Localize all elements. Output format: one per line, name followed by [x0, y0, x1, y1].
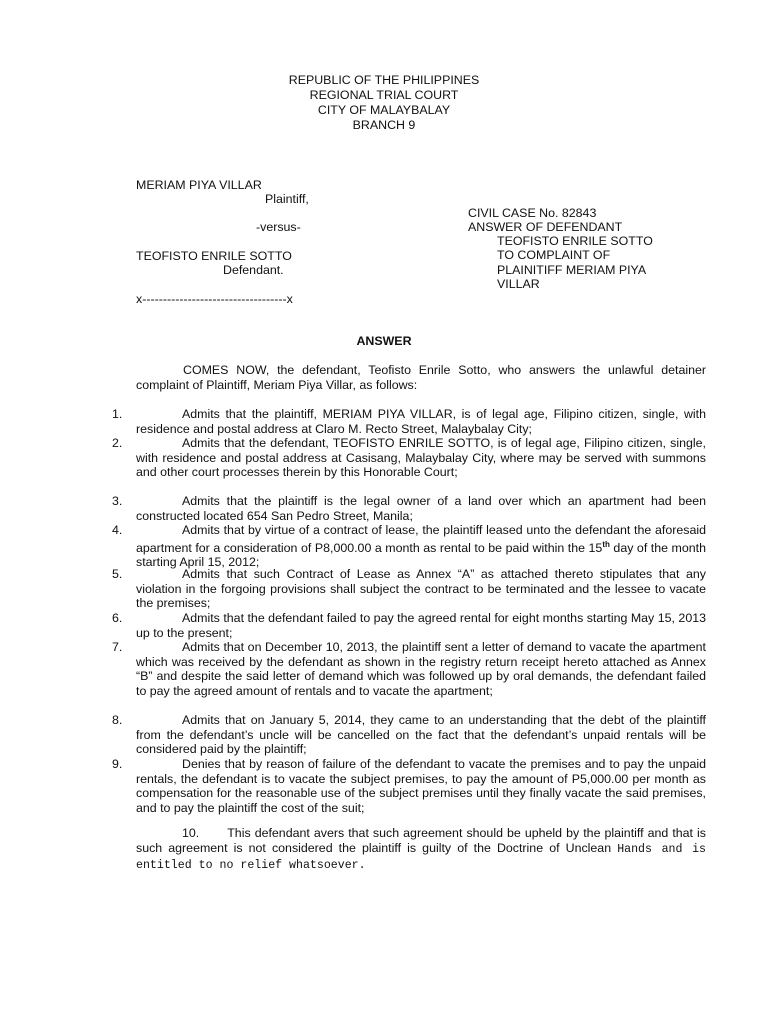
item-text-2: Admits that the defendant, TEOFISTO ENRILE SOTTO, is of legal age, Filipino citizen, single, with residence and postal address at Casisang, Malaybalay City, where may be served with summons and other court processes therein by this Honorable Court;: [136, 436, 706, 480]
versus-label: -versus-: [256, 220, 301, 234]
item-text-10: This defendant avers that such agreement should be upheld by the plaintiff and that is such agreement is not considered the plaintiff is guilty of the Doctrine of Unclean: [136, 826, 706, 855]
item-body-2: [136, 436, 706, 480]
item-text-4-sup: th: [602, 539, 610, 549]
case-title-line5: VILLAR: [497, 277, 540, 291]
item-number-3: 3.: [112, 494, 123, 508]
item-number-5: 5.: [112, 567, 123, 581]
item-body-10: [136, 826, 706, 874]
item-body-3: [136, 494, 706, 523]
plaintiff-role: Plaintiff,: [265, 192, 309, 206]
item-number-7: 7.: [112, 640, 123, 654]
item-body-4: [136, 523, 706, 570]
item-number-10: 10.: [182, 826, 200, 840]
item-number-6: 6.: [112, 611, 123, 625]
plaintiff-name: MERIAM PIYA VILLAR: [136, 178, 262, 192]
case-title-line1: ANSWER OF DEFENDANT: [468, 220, 623, 234]
defendant-name: TEOFISTO ENRILE SOTTO: [136, 249, 292, 263]
header-republic: REPUBLIC OF THE PHILIPPINES: [288, 73, 480, 87]
case-title-line3: TO COMPLAINT OF: [497, 248, 611, 262]
item-text-9: Denies that by reason of failure of the defendant to vacate the premises and to pay the unpaid rentals, the defendant is to vacate the subject premises, to pay the amount of P5,000.00 per month as compensation for the reasonable use of the subject premises until they finally vacate the said premises, and to pay the plaintiff the cost of the suit;: [136, 757, 706, 815]
item-body-8: [136, 713, 706, 757]
document-title: ANSWER: [356, 334, 412, 348]
intro-text: COMES NOW, the defendant, Teofisto Enrile Sotto, who answers the unlawful detainer complaint of Plaintiff, Meriam Piya Villar, as follows:: [136, 363, 706, 392]
item-number-4: 4.: [112, 523, 123, 537]
header-court: REGIONAL TRIAL COURT: [309, 88, 459, 102]
item-number-2: 2.: [112, 436, 123, 450]
item-text-5: Admits that such Contract of Lease as Annex “A” as attached thereto stipulates that any violation in the forgoing provisions shall subject the contract to be terminated and the lessee to vacate the premises;: [136, 567, 706, 611]
item-text-4b: day of the month starting April 15, 2012;: [136, 540, 706, 570]
item-number-1: 1.: [112, 407, 123, 421]
item-text-10-mono: Hands and is entitled to no relief whatsoever.: [136, 842, 706, 873]
caption-separator: x-----------------------------------x: [136, 292, 293, 306]
item-text-4a: Admits that by virtue of a contract of lease, the plaintiff leased unto the defendant the aforesaid apartment for a consideration of P8,000.00 a month as rental to be paid within the 15: [136, 523, 706, 555]
intro-paragraph: [136, 363, 706, 392]
item-text-7: Admits that on December 10, 2013, the plaintiff sent a letter of demand to vacate the apartment which was received by the defendant as shown in the registry return receipt hereto attached as Annex “B” and despite the said letter of demand which was followed up by oral demands, the defendant failed to pay the agreed amount of rentals and to vacate the apartment;: [136, 640, 706, 698]
case-number: CIVIL CASE No. 82843: [468, 206, 597, 220]
item-text-3: Admits that the plaintiff is the legal owner of a land over which an apartment had been constructed located 654 San Pedro Street, Manila;: [136, 494, 706, 523]
case-title-line4: PLAINITIFF MERIAM PIYA: [497, 263, 647, 277]
item-body-7: [136, 640, 706, 698]
item-number-9: 9.: [112, 757, 123, 771]
item-body-5: [136, 567, 706, 611]
item-number-8: 8.: [112, 713, 123, 727]
item-body-6: [136, 611, 706, 640]
header-branch: BRANCH 9: [352, 118, 416, 132]
item-text-6: Admits that the defendant failed to pay the agreed rental for eight months starting May 15, 2013 up to the present;: [136, 611, 706, 640]
item-text-1: Admits that the plaintiff, MERIAM PIYA VILLAR, is of legal age, Filipino citizen, single, with residence and postal address at Claro M. Recto Street, Malaybalay City;: [136, 407, 706, 436]
case-title-line2: TEOFISTO ENRILE SOTTO: [497, 234, 653, 248]
item-body-1: [136, 407, 706, 436]
item-body-9: [136, 757, 706, 815]
defendant-role: Defendant.: [223, 263, 284, 277]
header-city: CITY OF MALAYBALAY: [317, 103, 451, 117]
item-text-8: Admits that on January 5, 2014, they came to an understanding that the debt of the plaintiff from the defendant’s uncle will be cancelled on the fact that the defendant’s unpaid rentals will be considered paid by the plaintiff;: [136, 713, 706, 757]
